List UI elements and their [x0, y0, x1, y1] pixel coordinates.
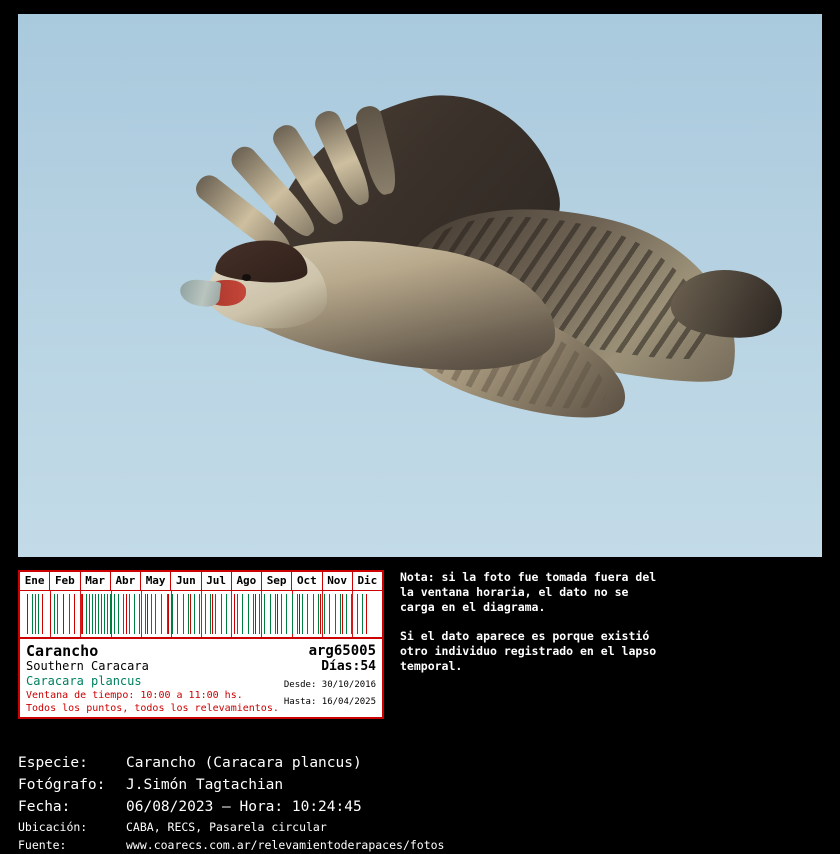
observation-tick [362, 594, 363, 634]
observation-tick [237, 594, 238, 634]
observation-tick [129, 594, 130, 634]
observation-tick [292, 594, 293, 634]
species-info [20, 639, 382, 717]
record-summary [284, 643, 376, 709]
observation-tick [210, 594, 211, 634]
month-label: Mar [81, 572, 111, 590]
metadata-row-source [18, 836, 818, 854]
observation-tick [318, 594, 319, 634]
observation-tick-highlight [190, 594, 191, 634]
observation-tick [281, 594, 282, 634]
observation-tick-highlight [366, 594, 367, 634]
month-separator [322, 591, 323, 637]
observation-tick [183, 594, 184, 634]
phenology-panel [18, 570, 384, 719]
month-label: Ago [232, 572, 262, 590]
observation-tick [54, 594, 55, 634]
observation-tick [340, 594, 341, 634]
observation-tick [177, 594, 178, 634]
observation-tick [248, 594, 249, 634]
date-from: Desde: 30/10/2016 [283, 680, 376, 690]
observation-tick [92, 594, 93, 634]
month-label: May [141, 572, 171, 590]
observation-tick-highlight [82, 594, 83, 634]
date-to: Hasta: 16/04/2025 [283, 697, 376, 707]
observation-tick [357, 594, 358, 634]
observation-tick [221, 594, 222, 634]
observation-tick-highlight [255, 594, 256, 634]
species-scientific-name: Caracara plancus [26, 674, 142, 688]
observation-tick [118, 594, 119, 634]
observation-tick [302, 594, 303, 634]
month-label: Dic [357, 574, 378, 587]
observation-tick-highlight [74, 594, 75, 634]
observation-tick [114, 594, 115, 634]
observation-tick [335, 594, 336, 634]
month-label: Jun [171, 572, 201, 590]
observation-tick [205, 594, 206, 634]
observation-tick [351, 594, 352, 634]
observation-tick [139, 594, 140, 634]
species-common-name: Carancho [26, 642, 99, 660]
observation-tick [134, 594, 135, 634]
source-value[interactable]: www.coarecs.com.ar/relevamientoderapaces/fotos [126, 838, 445, 852]
observation-tick [172, 594, 173, 634]
observation-tick [286, 594, 287, 634]
observation-tick [307, 594, 308, 634]
observation-tick [226, 594, 227, 634]
observation-tick [89, 594, 90, 634]
observation-tick-highlight [27, 594, 28, 634]
observation-tick [188, 594, 189, 634]
month-separator [352, 591, 353, 637]
observation-tick [231, 594, 232, 634]
observation-tick-highlight [234, 594, 235, 634]
photographer-value: J.Simón Tagtachian [126, 777, 284, 793]
month-label: Jul [202, 572, 232, 590]
observation-tick [95, 594, 96, 634]
metadata-row-date [18, 796, 818, 818]
observation-tick-highlight [320, 594, 321, 634]
observation-tick [155, 594, 156, 634]
time-window-note: Ventana de tiempo: 10:00 a 11:00 hs. [26, 690, 243, 701]
metadata-row-location [18, 818, 818, 836]
observation-tick [104, 594, 105, 634]
observation-tick [324, 594, 325, 634]
observation-tick [194, 594, 195, 634]
observation-tick-highlight [50, 594, 51, 634]
metadata-row-species [18, 752, 818, 774]
month-separator [261, 591, 262, 637]
observation-tick-highlight [126, 594, 127, 634]
observation-tick [264, 594, 265, 634]
observation-tick-highlight [168, 594, 169, 634]
month-label: Ene [20, 572, 50, 590]
observation-tick-highlight [299, 594, 300, 634]
note-primary: Nota: si la foto fue tomada fuera del la ventana horaria, el dato no se carga en el diagrama. [400, 570, 657, 614]
observation-tick [123, 594, 124, 634]
month-separator [201, 591, 202, 637]
eye [242, 274, 251, 281]
observation-tick [107, 594, 108, 634]
points-note: Todos los puntos, todos los relevamientos. [26, 703, 279, 714]
observation-tick [98, 594, 99, 634]
observation-tick [151, 594, 152, 634]
observation-tick [329, 594, 330, 634]
observation-tick [346, 594, 347, 634]
observation-tick [110, 594, 111, 634]
observation-tick [297, 594, 298, 634]
observation-tick [275, 594, 276, 634]
days-count: Días:54 [321, 659, 376, 674]
record-code: arg65005 [308, 643, 376, 659]
observation-tick [86, 594, 87, 634]
observation-tick-highlight [277, 594, 278, 634]
species-label: Especie: [18, 755, 88, 771]
species-english-name: Southern Caracara [26, 659, 149, 673]
bird-photo [18, 14, 822, 557]
metadata-row-photographer [18, 774, 818, 796]
location-value: CABA, RECS, Pasarela circular [126, 820, 327, 834]
date-value: 06/08/2023 – Hora: 10:24:45 [126, 799, 362, 815]
observation-tick-highlight [63, 594, 64, 634]
observation-tick-highlight [147, 594, 148, 634]
location-label: Ubicación: [18, 820, 88, 834]
photo-metadata [18, 752, 818, 854]
month-separator [141, 591, 142, 637]
month-label: Oct [292, 572, 322, 590]
observation-tick [161, 594, 162, 634]
observation-tick [253, 594, 254, 634]
observation-tick [57, 594, 58, 634]
date-label: Fecha: [18, 799, 71, 815]
month-label: Abr [111, 572, 141, 590]
note-secondary: Si el dato aparece es porque existió otro individuo registrado en el lapso temporal. [400, 629, 657, 673]
observation-tick [242, 594, 243, 634]
observation-tick [259, 594, 260, 634]
species-value: Carancho (Caracara plancus) [126, 755, 362, 771]
observation-tick [313, 594, 314, 634]
observation-tick [199, 594, 200, 634]
observation-tick [35, 594, 36, 634]
observation-tick [38, 594, 39, 634]
observation-tick [69, 594, 70, 634]
caracara-illustration [168, 94, 788, 454]
source-label: Fuente: [18, 838, 67, 852]
beak [179, 278, 221, 308]
month-label: Sep [262, 572, 292, 590]
observation-tick [215, 594, 216, 634]
observation-tick-highlight [342, 594, 343, 634]
observation-ticks [20, 591, 382, 639]
month-label: Feb [50, 572, 80, 590]
month-label: Nov [323, 572, 353, 590]
observation-tick-highlight [42, 594, 43, 634]
observation-tick [270, 594, 271, 634]
photographer-label: Fotógrafo: [18, 777, 106, 793]
observation-tick-highlight [212, 594, 213, 634]
observation-tick [32, 594, 33, 634]
observation-tick [101, 594, 102, 634]
notes-block [400, 570, 660, 688]
month-header [20, 572, 382, 591]
